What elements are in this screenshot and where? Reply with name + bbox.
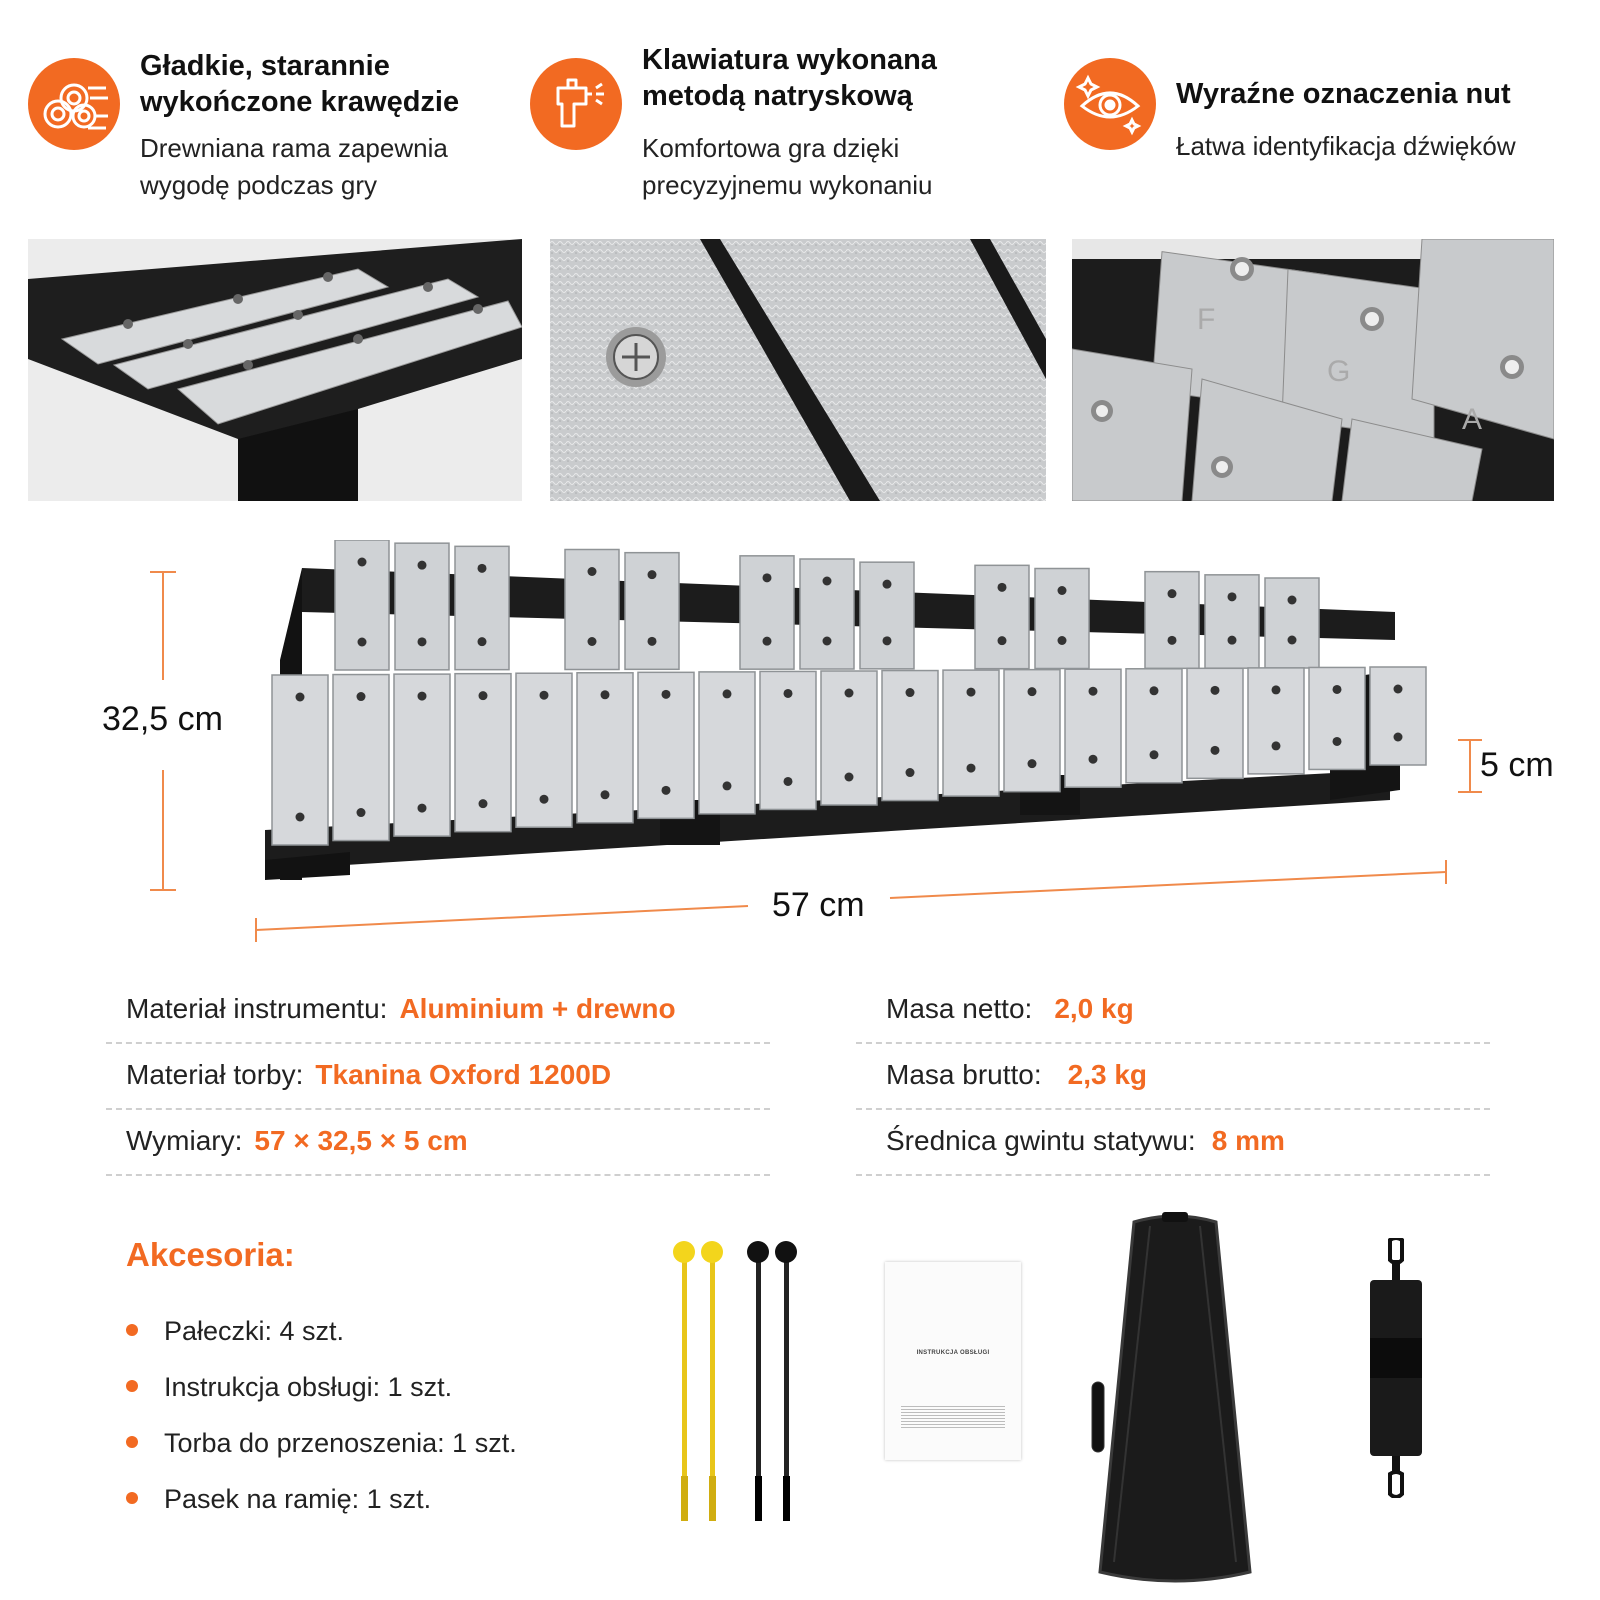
feature-description: Łatwa identyfikacja dźwięków	[1176, 131, 1516, 161]
instruction-manual-image	[885, 1262, 1021, 1460]
manual-text-lines	[901, 1404, 1005, 1428]
mallets-image	[660, 1236, 810, 1526]
spec-row	[856, 1042, 1490, 1110]
spec-key: Materiał torby:	[126, 1059, 304, 1090]
accessory-item: Pałeczki: 4 szt.	[126, 1316, 344, 1347]
accessory-item: Instrukcja obsługi: 1 szt.	[126, 1372, 452, 1403]
spec-key: Masa netto:	[886, 993, 1033, 1024]
accessory-item: Pasek na ramię: 1 szt.	[126, 1484, 431, 1515]
bullet-icon	[126, 1324, 138, 1336]
note-letter-a: A	[1462, 403, 1483, 436]
dimension-depth-label: 5 cm	[1480, 746, 1554, 784]
spec-row	[106, 976, 770, 1044]
spec-value: 8 mm	[1211, 1125, 1285, 1156]
spec-value: 57 × 32,5 × 5 cm	[254, 1125, 468, 1156]
bullet-icon	[126, 1492, 138, 1504]
bullet-icon	[126, 1380, 138, 1392]
spec-value: 2,0 kg	[1054, 993, 1134, 1024]
manual-cover-title: INSTRUKCJA OBSŁUGI	[916, 1350, 990, 1356]
dimension-width-label: 57 cm	[772, 886, 865, 924]
feature-title: Klawiatura wykonana metodą natryskową	[642, 44, 937, 112]
spec-key: Wymiary:	[126, 1125, 243, 1156]
spec-value: Tkanina Oxford 1200D	[315, 1059, 612, 1090]
spec-key: Masa brutto:	[886, 1059, 1042, 1090]
spec-value: 2,3 kg	[1067, 1059, 1148, 1090]
dimension-height-label: 32,5 cm	[102, 700, 223, 738]
feature-title: Wyraźne oznaczenia nut	[1176, 78, 1511, 110]
note-letter-g: G	[1327, 355, 1351, 388]
feature-description: Drewniana rama zapewnia wygodę podczas gry	[140, 133, 448, 200]
spec-row	[856, 976, 1490, 1044]
note-letter-f: F	[1197, 303, 1216, 336]
feature-description: Komfortowa gra dzięki precyzyjnemu wykonaniu	[642, 133, 933, 200]
spec-value: Aluminium + drewno	[399, 993, 676, 1024]
spec-row	[106, 1042, 770, 1110]
spec-row	[106, 1108, 770, 1176]
spec-row	[856, 1108, 1490, 1176]
spec-key: Średnica gwintu statywu:	[886, 1125, 1196, 1156]
feature-title: Gładkie, starannie wykończone krawędzie	[140, 50, 460, 118]
spec-key: Materiał instrumentu:	[126, 993, 388, 1024]
accessories-title: Akcesoria:	[126, 1236, 295, 1273]
accessory-item: Torba do przenoszenia: 1 szt.	[126, 1428, 517, 1459]
shoulder-strap-image	[1356, 1238, 1436, 1498]
bullet-icon	[126, 1436, 138, 1448]
carry-bag-image	[1090, 1212, 1260, 1592]
